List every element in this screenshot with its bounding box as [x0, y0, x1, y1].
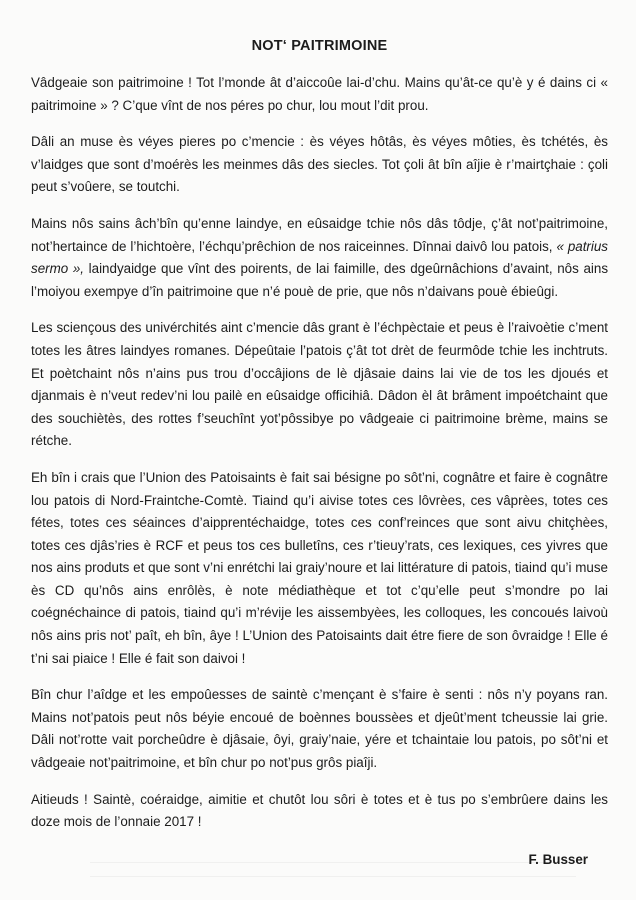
document-title: NOT‘ PAITRIMOINE [251, 38, 388, 54]
bleed-through-line [90, 876, 576, 877]
paragraph-2 [31, 131, 608, 199]
paragraph-3 [31, 213, 608, 303]
paragraph-text: Mains nôs sains âch’bîn qu’enne laindye, en eûsaidge tchie nôs dâs tôdje, ç’ât not’paitrimoine, not’hertaince de l’hichtoère, l’échqu’prêchion de nos raiceinnes. Dînnai daivô lou patois, [31, 215, 608, 254]
paragraph-text: Aitieuds ! Saintè, coéraidge, aimitie et chutôt lou sôri è totes et è tus po s’embrûere dains les doze mois de l’onnaie 2017 ! [31, 791, 608, 830]
italic-quote: « patrius sermo », [31, 238, 609, 277]
paragraph-text: laindyaidge que vînt des poirents, de lai faimille, des dgeûrnâchions d’avaint, nôs ains l’moiyou exempye d’în paitrimoine que n’é pouè de prie, que nôs n’daivans pouè ébieûgi. [31, 261, 609, 299]
paragraph-text: Bîn chur l’aîdge et les empoûesses de saintè c’mençant è s’faire è senti : nôs n’y poyans ran. Mains not’patois peut nôs béyie encoué de boènnes boussèes et djeût’ment tcheussie lai grie. Dâli not’rotte vait porcheûdre è djâsaie, ôyi, graiy’naie, yére et tchaintaie lou patois, po sôt’ni et vâdgeaie not’paitrimoine, et bîn chur po not’pus grôs piaîji. [31, 687, 608, 771]
paragraph-1 [31, 72, 608, 117]
paragraph-text: Vâdgeaie son paitrimoine ! Tot l’monde ât d’aiccoûe lai-d’chu. Mains qu’ât-ce qu’è y é dains ci « paitrimoine » ? C’que vînt de nos péres po chur, lou mout l’dit prou. [31, 75, 608, 113]
paragraph-4 [31, 317, 608, 453]
paragraph-text: Dâli an muse ès véyes pieres po c’mencie : ès véyes hôtâs, ès véyes môties, ès tchétés, ès v’laidges que sont d’moérès les meinmes dâs des siecles. Tot çoli ât bîn aîjie è r’mairtçhaie : çoli peut s’voûere, se toutchi. [31, 134, 608, 195]
paragraph-5 [31, 467, 608, 670]
paragraph-text: Les sciençous des univérchités aint c’mencie dâs grant è l’échpèctaie et peus è l’raivoètie c’ment totes les âtres laindyes romanes. Dépeûtaie l’patois ç’ât tot drèt de feurmôde tchie les inchtruts. Et poètchaint nôs n’ains pus trou d’occâjions de lè djâsaie dains lai vie de tos les djoués et djanmais è n’veut redev’ni lou pailè en eûsaidge officihiâ. Dâdon èl ât brâment impoétchaint que des souchiètès, des rottes f’seuchînt yot’pôssibye po vâdgeaie ci paitrimoine brème, mains se rétche. [31, 320, 608, 449]
paragraph-6 [31, 684, 608, 774]
paragraph-7 [31, 789, 608, 834]
bleed-through-line [90, 862, 576, 863]
paragraph-text: Eh bîn i crais que l’Union des Patoisaints è fait sai bésigne po sôt’ni, cognâtre et faire è cognâtre lou patois di Nord-Fraintche-Comtè. Tiaind qu’i aivise totes ces lôvrèes, ces vâprèes, totes ces fétes, totes ces séainces d’aipprentéchaidge, totes ces conf’reinces que sont aivu chitçhèes, totes ces djâs’ries è RCF et peus tos ces bulletîns, ces r’tieuy’rats, ces lexiques, ces yivres que nos ains produts et que sont v’ni enrétchi lai graiy’noure et lai littérature di patois, tiaind qu’i muse ès CD qu’nôs ains enrôlès, è note médiathèque et tot c’qu’elle peut s’mondre po lai coégnéchaince di patois, tiaind qu’i m’révije les aissembyèes, les colloques, les concoués laivoù nôs ains pris not’ paît, eh bîn, âye ! L’Union des Patoisaints dait étre fiere de son ôvraidge ! Elle é t’ni sai piaice ! Elle é fait son daivoi ! [31, 469, 608, 666]
signature: F. Busser [528, 851, 588, 867]
